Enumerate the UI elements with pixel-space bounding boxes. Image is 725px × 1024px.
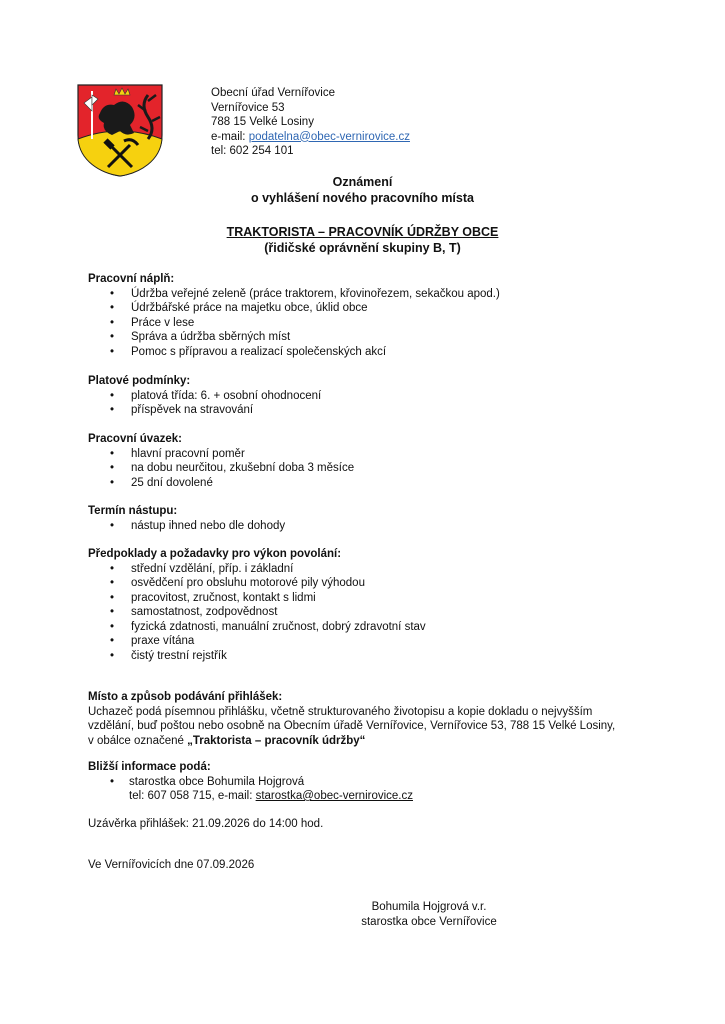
section-start-date [88, 504, 285, 533]
office-phone: tel: 602 254 101 [211, 145, 294, 157]
office-city: 788 15 Velké Losiny [211, 116, 314, 128]
list-item: • praxe vítána [88, 634, 426, 649]
start-list [88, 519, 285, 534]
list-item: • osvědčení pro obsluhu motorové pily výhodou [88, 576, 426, 591]
license-requirement: (řidičské oprávnění skupiny B, T) [264, 241, 461, 255]
section-title: Pracovní náplň: [88, 273, 175, 285]
application-text-line: Uchazeč podá písemnou přihlášku, včetně strukturovaného životopisu a kopie dokladu o nejvyšším [88, 705, 593, 718]
application-text-line: vzdělání, buď poštou nebo osobně na Obecním úřadě Vernířovice, Vernířovice 53, 788 15 Velké Losiny, [88, 720, 616, 732]
section-application [88, 690, 640, 748]
section-title: Bližší informace podá: [88, 761, 211, 773]
coat-of-arms-logo [76, 83, 164, 177]
list-item: • platová třída: 6. + osobní ohodnocení [88, 389, 321, 404]
list-item: • Údržbářské práce na majetku obce, úklid obce [88, 301, 500, 316]
list-item: • příspěvek na stravování [88, 403, 321, 418]
list-item: • pracovitost, zručnost, kontakt s lidmi [88, 591, 426, 606]
section-title: Termín nástupu: [88, 505, 178, 517]
workload-list [88, 447, 354, 491]
office-email-line [211, 130, 410, 145]
list-item: • starostka obce Bohumila Hojgrová [88, 775, 413, 790]
application-deadline: Uzávěrka přihlášek: 21.09.2026 do 14:00 hod. [88, 818, 324, 830]
envelope-prefix: v obálce označené [88, 734, 188, 747]
contact-email-link[interactable]: starostka@obec-vernirovice.cz [255, 790, 413, 802]
application-text-line [88, 734, 640, 749]
requirements-list [88, 562, 426, 664]
section-title: Pracovní úvazek: [88, 433, 182, 445]
list-item: • Pomoc s přípravou a realizací společenských akcí [88, 345, 500, 360]
list-item: • Práce v lese [88, 316, 500, 331]
place-and-date: Ve Vernířovicích dne 07.09.2026 [88, 859, 255, 871]
salary-list [88, 389, 321, 418]
signature-block [354, 900, 504, 929]
position-title: TRAKTORISTA – PRACOVNÍK ÚDRŽBY OBCE [226, 225, 499, 239]
section-title: Místo a způsob podávání přihlášek: [88, 691, 283, 703]
section-requirements [88, 547, 426, 663]
list-item: • fyzická zdatnosti, manuální zručnost, dobrý zdravotní stav [88, 620, 426, 635]
office-address [211, 86, 410, 159]
office-email-link[interactable]: podatelna@obec-vernirovice.cz [248, 130, 410, 143]
section-salary [88, 374, 321, 418]
section-title: Platové podmínky: [88, 375, 191, 387]
list-item: • Údržba veřejné zeleně (práce traktorem, křovinořezem, sekačkou apod.) [88, 287, 500, 302]
list-item: • střední vzdělání, příp. i základní [88, 562, 426, 577]
duties-list [88, 287, 500, 360]
signatory-role: starostka obce Vernířovice [361, 915, 497, 928]
signatory-name: Bohumila Hojgrová v.r. [371, 901, 487, 913]
section-contact-info [88, 760, 413, 804]
section-job-duties [88, 272, 500, 359]
list-item: • samostatnost, zodpovědnost [88, 605, 426, 620]
office-street: Vernířovice 53 [211, 101, 285, 114]
list-item: • Správa a údržba sběrných míst [88, 330, 500, 345]
list-item: • hlavní pracovní poměr [88, 447, 354, 462]
list-item: • 25 dní dovolené [88, 476, 354, 491]
email-label: e-mail: [211, 130, 249, 143]
notice-title: Oznámení [332, 175, 393, 189]
contact-line [88, 789, 413, 804]
contact-list [88, 775, 413, 790]
section-workload [88, 432, 354, 490]
list-item: • čistý trestní rejstřík [88, 649, 426, 664]
contact-prefix: tel: 607 058 715, e-mail: [129, 790, 256, 802]
list-item: • nástup ihned nebo dle dohody [88, 519, 285, 534]
envelope-label: „Traktorista – pracovník údržby“ [187, 734, 366, 747]
list-item: • na dobu neurčitou, zkušební doba 3 měsíce [88, 461, 354, 476]
office-name: Obecní úřad Vernířovice [211, 87, 336, 99]
notice-subtitle: o vyhlášení nového pracovního místa [251, 191, 474, 205]
section-title: Předpoklady a požadavky pro výkon povolání: [88, 548, 342, 560]
